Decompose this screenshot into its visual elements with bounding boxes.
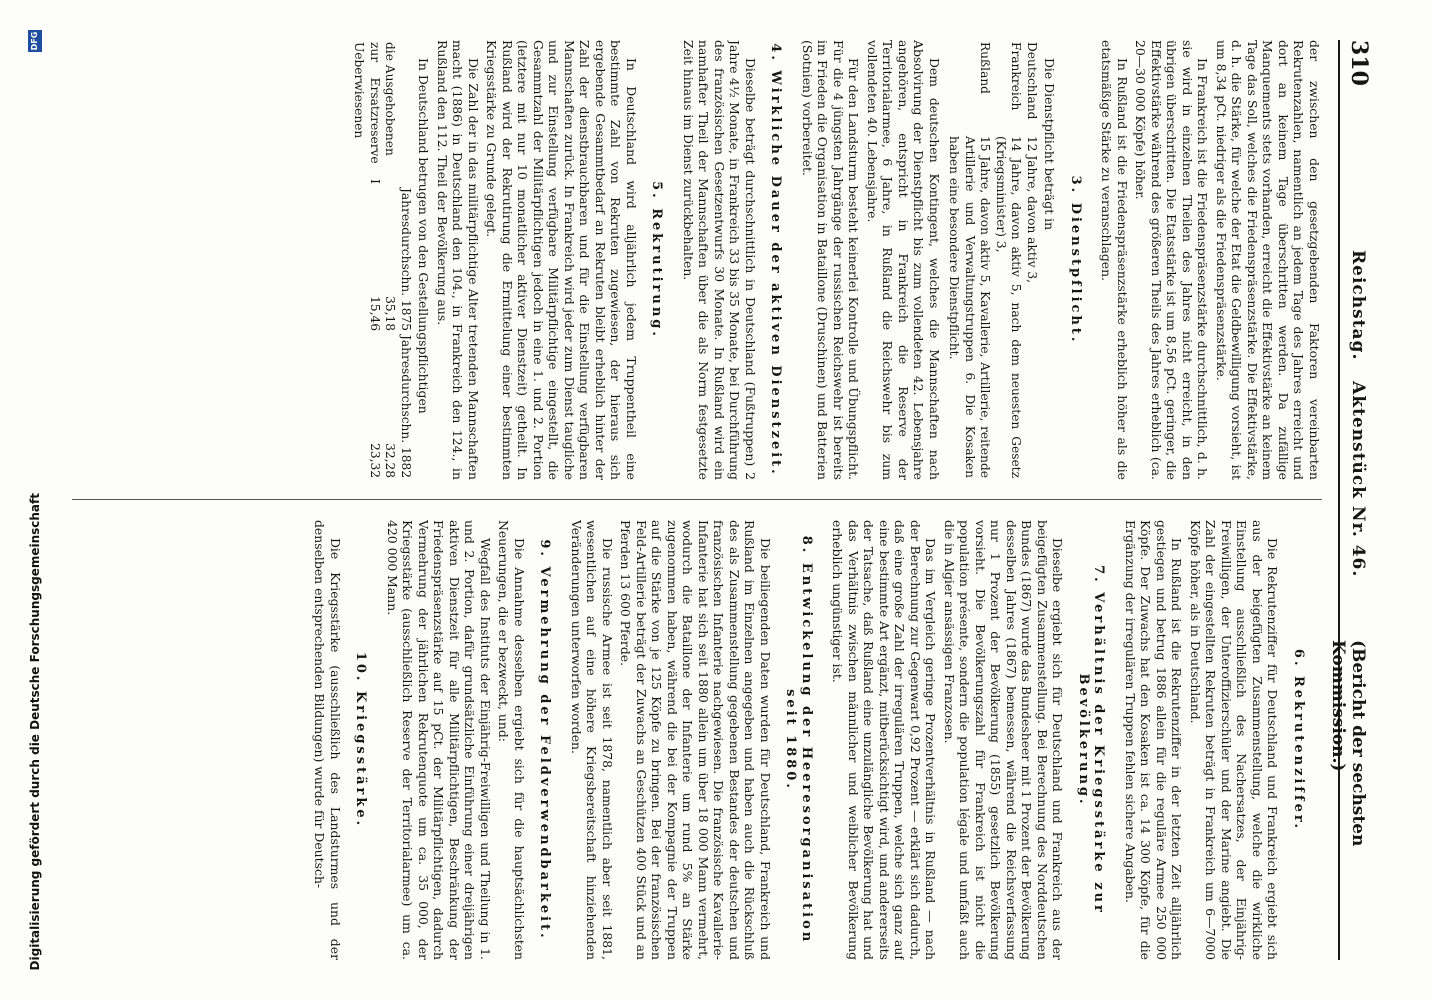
paragraph: Die russische Armee ist seit 1878, namentlich aber seit 1881, wesentlichen auf eine höhere Kriegsbereitschaft hinziehenden Veränderungen unterworfen worden. — [569, 520, 615, 960]
table-cell: 23,32 — [368, 443, 382, 478]
section-heading: 5. Rekrutirung. — [649, 181, 665, 339]
paragraph: der zwischen den gesetzgebenden Faktoren vereinbarten Rekrutenzahlen, namentlich an jedem Tage des Jahres erreicht und dort an keinem Tage überschritten werden. Da zufällige Manquements stets vorhanden, erreicht die Effektivstärke an keinem Tage das Soll, welches die Friedenspräsenzstärke. Die Effektivstärke, d. h. die Stärke, für welche der Etat die Geldbewilligung vorsieht, ist um 8,34 pCt. niedriger als die Friedenspräsenzstärke. — [1214, 40, 1322, 480]
paragraph: Die Zahl der in das militärpflichtige Alter tretenden Mannschaften macht (1886) in Deutschland den 104., in Frankreich den 124., in Rußland den 112. Theil der Bevölkerung aus. — [435, 40, 481, 480]
table-row — [993, 40, 1024, 480]
section-heading: 3. Dienstpflicht. — [1068, 175, 1083, 345]
service-table — [946, 40, 1039, 480]
table-cell: Frankreich — [1009, 42, 1024, 111]
paragraph: In Frankreich ist die Friedenspräsenzstärke durchschnittlich, d. h. sie wird in einzelnen Theilen des Jahres nicht erreicht, in den übrigen überschritten. Die Etatsstärke ist um 8,56 pCt. geringer, die Effektivstärke während des größeren Theils des Jahres erheblich (ca. 20—30 000 Köpfe) höher. — [1133, 40, 1211, 480]
stats-table — [351, 40, 413, 480]
column-header: Jahresdurchschn. 1882 — [399, 335, 413, 478]
credit-text: Digitalisierung gefördert durch die Deutsche Forschungsgemeinschaft — [28, 492, 42, 970]
page-number: 310 — [1346, 40, 1372, 86]
table-cell: 12 Jahre, davon aktiv 3, — [1025, 136, 1039, 284]
table-cell: zur Ersatzreserve I Ueberwiesenen — [352, 42, 382, 184]
paragraph: In Deutschland betrugen von den Gestellungspflichtigen — [416, 58, 432, 414]
paragraph: Die beiliegenden Daten wurden für Deutschland, Frankreich und Rußland im Einzelnen angegeben und haben auch die Rückschluß des als Zusammenstellung gegebenen Bestandes der deutschen und französischen Infanterie nachgewiesen. Die französische Kavallerie-Infanterie hat sich seit 1880 allein um über 18 000 Mann vermehrt, wodurch die Bataillone der Infanterie um rund 5% an Stärke zugenommen haben, während die bei der Kompagnie der Truppen auf die Stärke von je 125 Köpfe zu bringen. Bei der französischen Feld-Artillerie beträgt der Zuwachs an Geschützen 400 Stück und an Pferden 13 600 Pferde. — [618, 520, 773, 960]
dfg-logo: DFG — [28, 30, 42, 52]
paragraph: Die Dienstpflicht beträgt in — [1042, 58, 1058, 231]
section-heading: 8. Entwickelung der Heeresorganisation seit 1880. — [783, 535, 814, 945]
paragraph: Die Annahme desselben ergiebt sich für die hauptsächlichsten Neuerungen, die er bezweckt, und: — [496, 520, 527, 960]
table-row — [382, 40, 398, 480]
paragraph: In Rußland ist die Friedenspräsenzstärke erheblich höher als die etatsmäßige Stärke zu veranschlagen. — [1099, 40, 1130, 480]
digitization-credit — [0, 0, 50, 1000]
paragraph: Wegfall des Instituts der Einjährig-Freiwilligen und Theilung in 1. und 2. Portion, dafür grundsätzliche Einführung einer dreijährigen aktiven Dienstzeit für alle Militärpflichtigen, Beschränkung der Friedenspräsenzstärke auf 15 pCt. der Militärpflichtigen, dadurch Vermehrung der jährlichen Rekrutenquote um ca. 35 000, der Kriegsstärke (ausschließlich Reserve der Territorialarmee) um ca. 420 000 Mann. — [385, 520, 493, 960]
table-cell: 15 Jahre, davon aktiv 5, Kavallerie, Artillerie, reitende Artillerie und Verwaltungstruppen 6. Die Kosaken haben eine besondere Dienstpflicht. — [947, 136, 993, 478]
table-cell: die Ausgehobenen — [383, 42, 398, 156]
table-cell: 35,18 — [383, 296, 398, 331]
paragraph: In Deutschland wird alljährlich jedem Truppentheil eine bestimmte Zahl von Rekruten zugewiesen, der hieraus sich ergebende Gesammtbedarf an Rekruten bleibt erheblich hinter der Zahl der dienstbrauchbaren und für die Einstellung verfügbaren Mannschaften zurück. In Frankreich wird jeder zum Dienst taugliche und zur Einstellung verfügbare Militärpflichtige eingestellt, die Gesammtzahl der Militärpflichtigen jedoch in eine 1. und 2. Portion (letztere mit nur 10 monatlicher aktiver Dienstzeit) getheilt. In Rußland wird der Rekrutirung die Ermittelung einer bestimmten Kriegsstärke zu Grunde gelegt. — [484, 40, 639, 480]
paragraph: Für den Landsturm besteht keinerlei Kontrolle und Übungspflicht. Für die 4 jüngsten Jahrgänge der russischen Reichswehr ist bereits im Frieden die Organisation in Bataillone (Druschinen) und Batterien (Sotnien) vorbereitet. — [800, 40, 862, 480]
table-row — [1024, 40, 1040, 480]
column-header: Jahresdurchschn. 1875 — [399, 188, 413, 331]
paragraph: Dem deutschen Kontingent, welches die Mannschaften nach Absolvirung der Dienstpflicht bis zum vollendeten 42. Lebensjahre angehören, entspricht in Frankreich die Reserve der Territorialarmee, 6 Jahre, in Rußland die Reichswehr bis zum vollendeten 40. Lebensjahre. — [865, 40, 942, 480]
table-header-row — [398, 40, 414, 480]
section-heading: 10. Kriegsstärke. — [353, 651, 369, 829]
paragraph: In Rußland ist die Rekrutenziffer in der letzten Zeit alljährlich gestiegen und betrug 1886 allein für die reguläre Armee 250 000 Köpfe. Der Zuwachs hat den Kosaken ist ca. 14 300 Köpfe, für die Ergänzung der irregulären Truppen fehlen sichere Angaben. — [1123, 520, 1185, 960]
column-divider — [72, 499, 1322, 500]
table-cell: Deutschland — [1025, 42, 1039, 120]
paragraph: Die Kriegsstärke (ausschließlich des Landsturmes und der denselben entsprechenden Bildungen) wurde für Deutsch- — [312, 520, 343, 960]
table-cell: 14 Jahre, davon aktiv 5, nach dem neuesten Gesetz (Kriegsminister) 3, — [994, 136, 1024, 478]
right-column — [72, 520, 1322, 960]
paragraph: Das im Vergleich geringe Prozentverhältnis in Rußland — nach der Berechnung zur Gegenwart 0,92 Prozent — erklärt sich dadurch, daß eine große Zahl der irregulären Truppen, welche sich ganz auf eine bestimmte Art ergänzt, mitberücksichtigt wird, und andererseits der Tatsache, daß Rußland eine unzulängliche Bevölkerung hat und das Verhältnis zwischen männlicher und weiblicher Bevölkerung erheblich ungünstiger ist. — [830, 520, 939, 960]
section-heading: 9. Vermehrung der Feldverwendbarkeit. — [537, 539, 553, 941]
paragraph: Dieselbe ergiebt sich für Deutschland und Frankreich aus der beigefügten Zusammenstellung. Bei Berechnung des Norddeutschen Bundes (1867) wurde das Bundesheer mit 1 Prozent der Bevölkerung desselben Jahres (1867) bemessen, während die Reichsverfassung nur 1 Prozent der Bevölkerung (1855) gesetzlich Bevölkerung vorsieht. Die Bevölkerungszahl für Frankreich ist nicht die population présente, sondern die population légale und umfaßt auch die in Algier ansässigen Franzosen. — [942, 520, 1066, 960]
section-heading: 6. Rekrutenziffer. — [1291, 648, 1306, 832]
table-cell: Rußland — [978, 42, 993, 94]
header-document: Aktenstück Nr. 46. — [1348, 381, 1368, 578]
left-column — [72, 40, 1322, 480]
paragraph: Dieselbe beträgt durchschnittlich in Deutschland (Fußtruppen) 2 Jahre 4½ Monate, in Frankreich 33 bis 35 Monate, bei Durchführung des französischen Gesetzentwurfs 30 Monate. In Rußland wird ein namhafter Theil der Mannschaften über die als Norm festgesetzte Zeit hinaus im Dienst zurückbehalten. — [681, 40, 758, 480]
table-row — [946, 40, 993, 480]
table-cell: 32,28 — [383, 443, 398, 478]
table-row — [351, 40, 382, 480]
paragraph: Die Rekrutenziffer für Deutschland und Frankreich ergiebt sich aus der beigefügten Zusammenstellung, welche die wirkliche Einstellung ausschließlich des Nachersatzes, der Einjährig-Freiwilligen, der Unteroffizierschüler und der Marine angiebt. Die Zahl der eingestellten Rekruten beträgt in Frankreich um 6—7000 Köpfe höher, als in Deutschland. — [1188, 520, 1281, 960]
section-heading: 4. Wirkliche Dauer der aktiven Dienstzeit. — [768, 43, 784, 477]
table-cell: 15,46 — [368, 296, 382, 331]
page-header — [1328, 40, 1376, 960]
section-heading: 7. Verhältnis der Kriegsstärke zur Bevölkerung. — [1076, 565, 1107, 915]
header-title: Reichstag. Aktenstück Nr. 46. — [1348, 250, 1368, 578]
header-section: (Bericht der sechsten Kommission.) — [1328, 640, 1368, 847]
